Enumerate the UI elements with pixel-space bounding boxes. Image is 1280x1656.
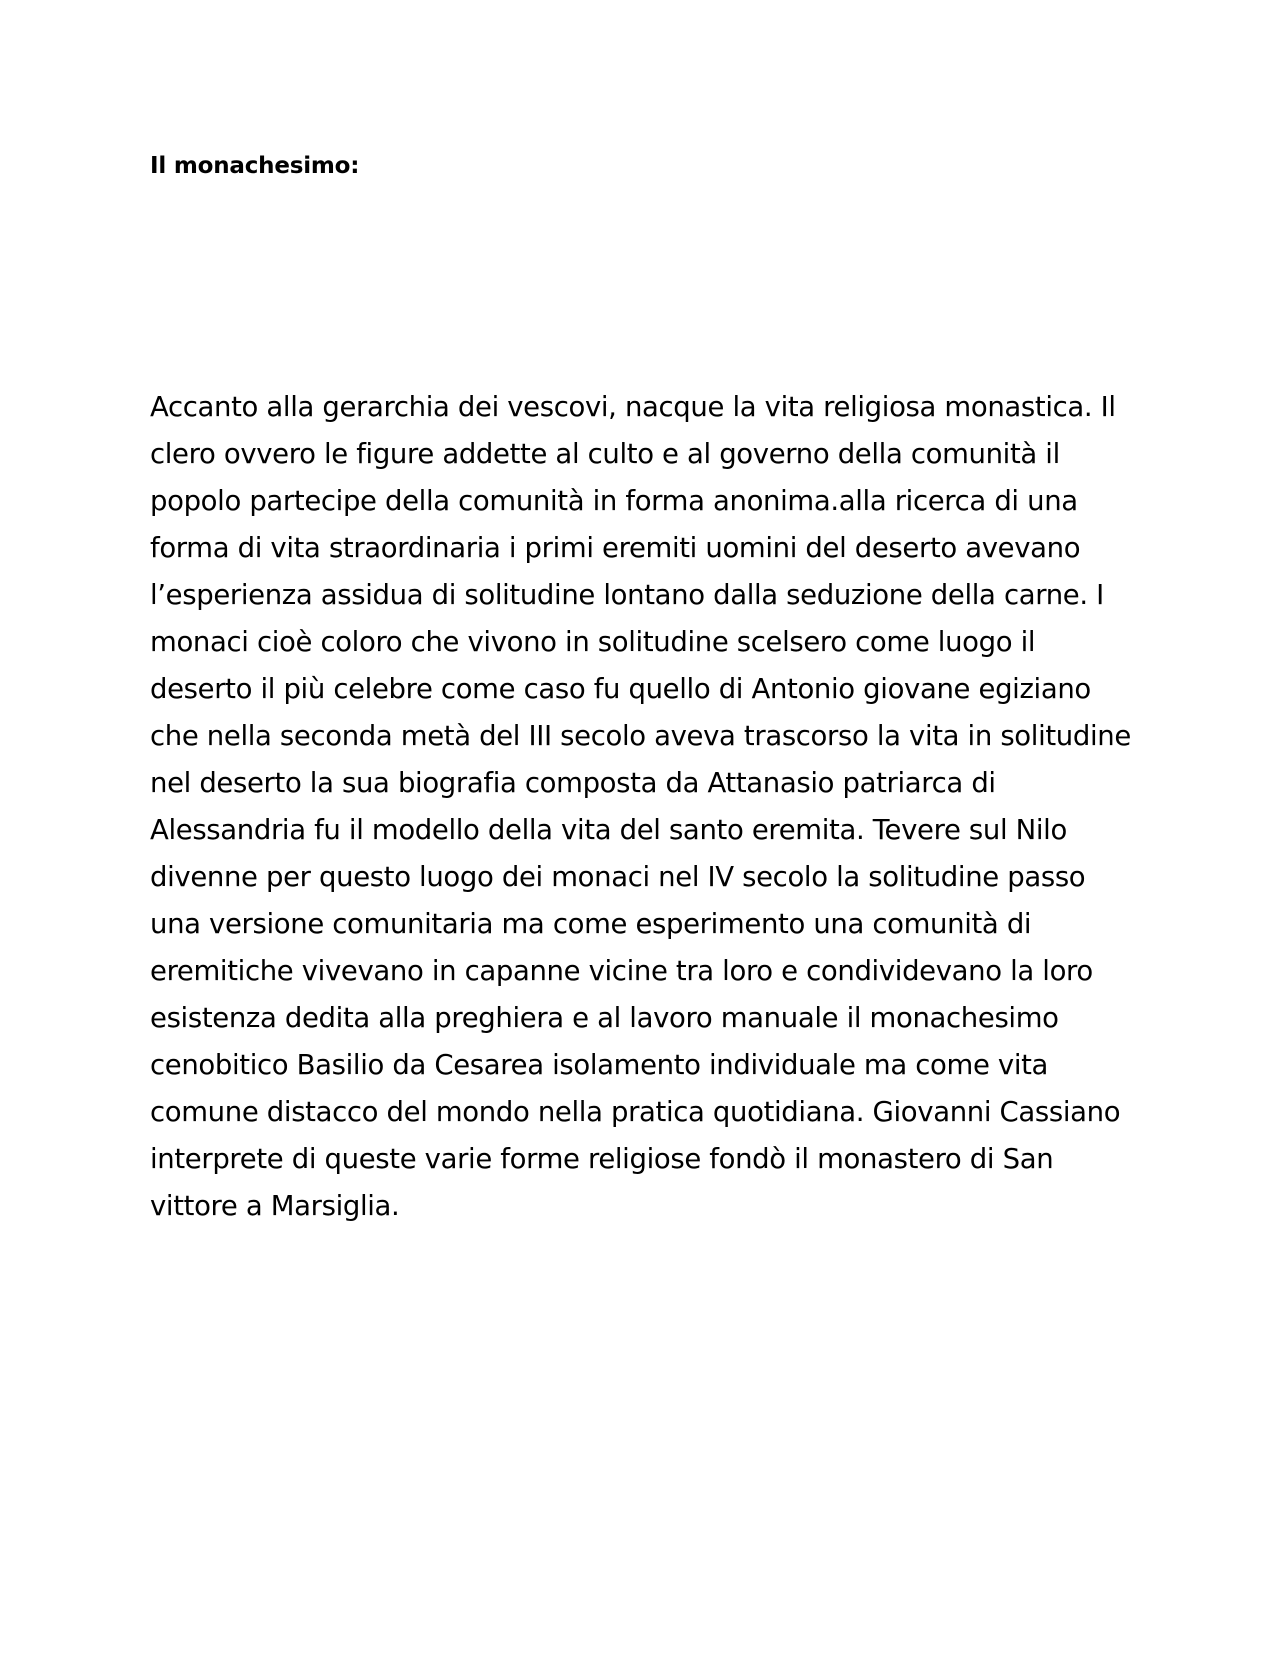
paragraph-line: l’esperienza assidua di solitudine lontano dalla seduzione della carne. I (150, 579, 1104, 611)
paragraph-line: Alessandria fu il modello della vita del santo eremita. Tevere sul Nilo (150, 814, 1067, 846)
paragraph-line: monaci cioè coloro che vivono in solitudine scelsero come luogo il (150, 626, 1036, 658)
paragraph-line: Accanto alla gerarchia dei vescovi, nacque la vita religiosa monastica. Il (150, 391, 1116, 423)
paragraph-line: divenne per questo luogo dei monaci nel IV secolo la solitudine passo (150, 861, 1086, 893)
paragraph-line: comune distacco del mondo nella pratica quotidiana. Giovanni Cassiano (150, 1096, 1121, 1128)
paragraph-line: clero ovvero le figure addette al culto e al governo della comunità il (150, 438, 1060, 470)
paragraph-line: che nella seconda metà del III secolo aveva trascorso la vita in solitudine (150, 720, 1131, 752)
paragraph-line: deserto il più celebre come caso fu quello di Antonio giovane egiziano (150, 673, 1091, 705)
paragraph-line: esistenza dedita alla preghiera e al lavoro manuale il monachesimo (150, 1002, 1059, 1034)
paragraph-line: nel deserto la sua biografia composta da Attanasio patriarca di (150, 767, 996, 799)
body-paragraph (150, 384, 1150, 1230)
paragraph-line: una versione comunitaria ma come esperimento una comunità di (150, 908, 1032, 940)
paragraph-line: interprete di queste varie forme religiose fondò il monastero di San (150, 1143, 1054, 1175)
paragraph-line: popolo partecipe della comunità in forma anonima.alla ricerca di una (150, 485, 1078, 517)
paragraph-line: forma di vita straordinaria i primi eremiti uomini del deserto avevano (150, 532, 1081, 564)
document-title: Il monachesimo: (150, 153, 360, 179)
paragraph-line: eremitiche vivevano in capanne vicine tra loro e condividevano la loro (150, 955, 1093, 987)
paragraph-line: vittore a Marsiglia. (150, 1190, 400, 1222)
paragraph-line: cenobitico Basilio da Cesarea isolamento individuale ma come vita (150, 1049, 1049, 1081)
